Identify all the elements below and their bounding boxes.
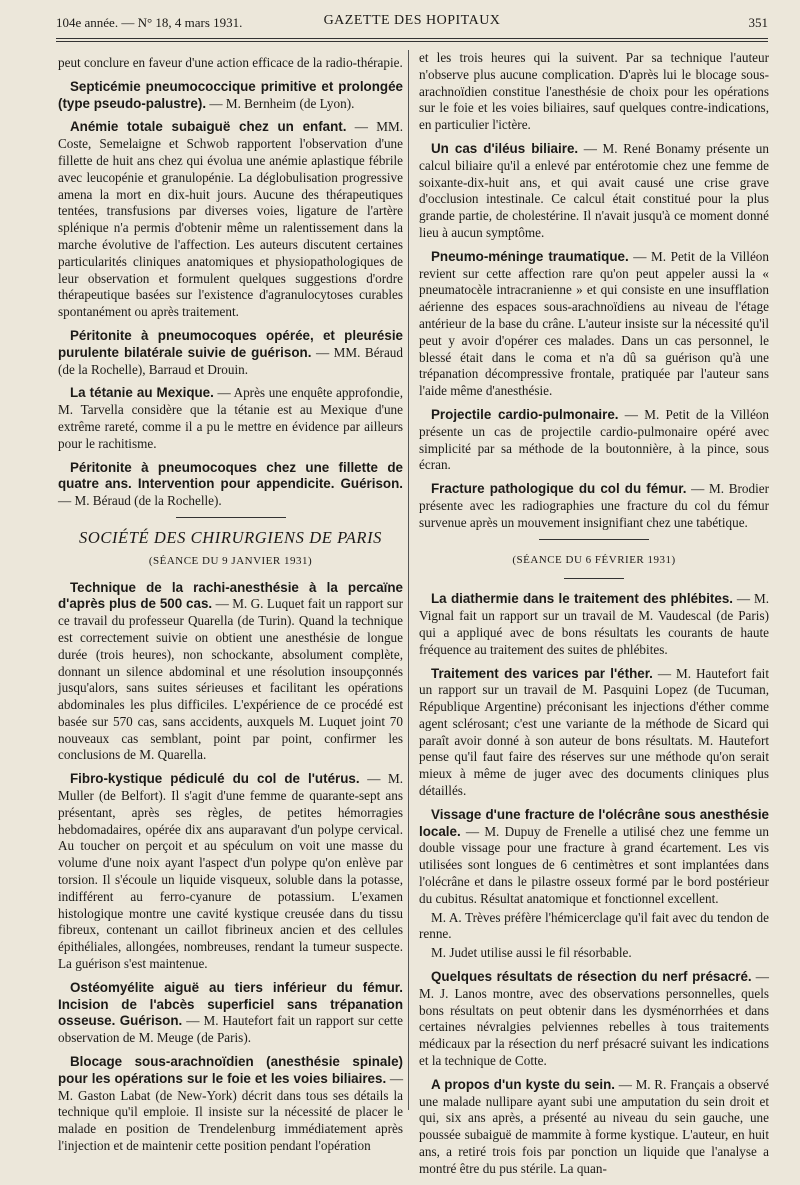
article-title: Péritonite à pneumocoques opérée, et pleurésie purulente bilatérale suivie de guérison. xyxy=(58,327,403,360)
article xyxy=(419,807,769,908)
article-title: Un cas d'iléus biliaire. xyxy=(431,140,579,156)
article-title: Anémie totale subaiguë chez un enfant. xyxy=(70,119,347,135)
session-date: (SÉANCE DU 6 FÉVRIER 1931) xyxy=(512,553,676,566)
page-number: 351 xyxy=(748,15,768,30)
section-title: SOCIÉTÉ DES CHIRURGIENS DE PARIS xyxy=(78,527,383,547)
article xyxy=(419,141,769,242)
article xyxy=(419,407,769,474)
article-title: Fracture pathologique du col du fémur. xyxy=(431,481,687,497)
article-body: — Après une enquête approfondie, M. Tarvella considère que la tétanie est au Mexique d'une extrême rareté, comme il a pu le mettre en évidence par ailleurs pour le rachitisme. xyxy=(58,385,403,451)
article-body: — M. René Bonamy présente un calcul biliaire qu'il a enlevé par entérotomie chez une femme de soixante-dix-huit ans, et qui avait causé une crise grave d'occlusion intestinale. Ce calcul était constitué pour la plus grande partie, de cholestérine. Il n'avait jusqu'à ce moment donné lieu à aucun symptôme. xyxy=(419,140,769,240)
article xyxy=(58,580,403,765)
article-body: — M. Béraud (de la Rochelle). xyxy=(58,493,222,509)
article-title: Ostéomyélite aiguë au tiers inférieur du fémur. Incision de l'abcès superficiel sans trépanation osseuse. Guérison. xyxy=(58,979,403,1029)
article xyxy=(58,385,403,452)
separator-rule-short xyxy=(564,578,624,579)
article-title: Péritonite à pneumocoques chez une fillette de quatre ans. Intervention pour appendicite. Guérison. xyxy=(58,459,403,492)
article xyxy=(58,460,403,510)
article-body: — M. Gaston Labat (de New-York) décrit dans tous ses détails la technique qu'il emploie. Il insiste sur la nécessité de placer le malade en position de Trendelenburg immédiatement après l'injection et de maintenir cette position pendant l'opération xyxy=(58,1070,404,1154)
article-body: — M. Bernheim (de Lyon). xyxy=(206,95,355,111)
article xyxy=(419,481,769,531)
article-title: Vissage d'une fracture de l'olécrâne sous anesthésie locale. xyxy=(419,806,769,839)
article-body: — M. Dupuy de Frenelle a utilisé chez une femme un double vissage pour une fracture à grand écartement. Les vis utilisées sont longues de 6 centimètres et sont implantées dans l'olécrâne et dans le pilastre osseux formé par le bord postérieur du cubitus. Résultat anatomique et fonctionnel excellent. xyxy=(419,823,769,906)
article-body: — M. Muller (de Belfort). Il s'agit d'une femme de quarante-sept ans présentant, après ses règles, de petites hémorragies hebdomadaires, opérée dix ans auparavant d'un polype cervical. Au toucher on perçoit et au spéculum on voit une masse du volume d'une noix ayant l'aspect d'un polype qu'on enlève par torsion. Il s'écoule un liquide visqueux, soluble dans la potasse, indifférent au ferro-cyanure de potassium. L'examen histologique montre une cavité kystique creusée dans du tissu fibreux, contenant un caillot fibrineux ancien et des cellules épithéliales, allongées, nombreuses, rendant la tumeur suspecte. La guérison s'est maintenue. xyxy=(58,771,404,972)
article-title: La diathermie dans le traitement des phlébites. xyxy=(431,591,733,607)
article-body: — M. G. Luquet fait un rapport sur ce travail du professeur Quarella (de Turin). Quand la technique est correctement suivie on obtient une anesthésie de longue durée (trois heures), non schockante, absolument complète, donnant un silence abdominal et une résolution insoupçonnés jusqu'alors, sans suites sérieuses et facilitant les opérations abdominales les plus difficiles. L'expérience de ce procédé est basée sur 570 cas, sans accidents, auxquels M. Luquet joint 70 nouveaux cas semblant, point par point, confirmer les conclusions de M. Quarella. xyxy=(58,596,403,763)
article xyxy=(58,79,403,113)
article-body: — M. Hautefort fait un rapport sur un travail de M. Pasquini Lopez (de Tucuman, République Argentine) préconisant les injections d'éther comme agent sclérosant; c'est une variante de la méthode de Sicard qui paraît avoir donné à son auteur de bons résultats. M. Hautefort pense qu'il faut faire des réserves sur une méthode qu'on serait mieux à même de juger avec des documents cliniques plus détaillés. xyxy=(419,665,769,799)
article xyxy=(58,771,403,973)
article-title: Fibro-kystique pédiculé du col de l'utérus. xyxy=(70,771,360,787)
article-title: Traitement des varices par l'éther. xyxy=(431,665,653,681)
article-title: Technique de la rachi-anesthésie à la percaïne d'après plus de 500 cas. xyxy=(58,579,403,612)
separator-rule xyxy=(176,517,286,518)
column-divider xyxy=(408,50,409,1110)
article-title: La tétanie au Mexique. xyxy=(70,385,214,401)
article-body: — M. Petit de la Villéon revient sur cette affection rare qu'on peut appeler aussi la « pneumatocèle intracranienne » et qui consiste en une insufflation aérienne des espaces sous-arachnoïdiens au niveau de l'étage antérieur de la base du crâne. L'auteur insiste sur la nécessité qu'il peut y avoir d'opérer ces malades. Dans un cas personnel, le blessé était dans le coma et n'a dû sa guérison qu'à une trépanation décompressive frontale, pratiquée par l'auteur sans l'aide même d'anesthésie. xyxy=(419,248,769,399)
article-body: — MM. Béraud (de la Rochelle), Barraud et Drouin. xyxy=(58,344,403,377)
article-body: — M. Hautefort fait un rapport sur cette observation de M. Meuge (de Paris). xyxy=(58,1013,403,1046)
header-rule-double xyxy=(56,41,768,42)
right-column xyxy=(419,50,769,1185)
session-date: (SÉANCE DU 9 JANVIER 1931) xyxy=(148,554,313,567)
article-title: Blocage sous-arachnoïdien (anesthésie spinale) pour les opérations sur le foie et les voies biliaires. xyxy=(58,1054,403,1086)
article xyxy=(58,119,403,321)
article-title: A propos d'un kyste du sein. xyxy=(431,1076,615,1092)
article-title: Septicémie pneumococcique primitive et prolongée (type pseudo-palustre). xyxy=(58,78,403,111)
article-body: — MM. Coste, Semelaigne et Schwob rapportent l'observation d'une fillette de huit ans chez qui évolua une anémie aplastique fébrile avec leucopénie et granulopénie. La déglobulisation progressive amena la mort en dix-huit jours. Aucune des thérapeutiques tentées, transfusions par diverses voies, ligature de l'artère splénique n'a permis d'obtenir même un ralentissement dans la marche évolutive de l'affection. Les auteurs discutent certaines particularités cliniques anatomiques et physiopathologiques de leur observation et formulent quelques suggestions d'ordre thérapeutique basées sur l'existence d'agranulocytoses curables spontanément ou après traitement. xyxy=(58,119,403,320)
article-title: Projectile cardio-pulmonaire. xyxy=(431,406,619,422)
article xyxy=(419,1077,769,1178)
separator-rule xyxy=(539,539,649,540)
article-body: — M. Brodier présente avec les radiographies une fracture du col du fémur survenue après un mouvement insignifiant chez une tabétique. xyxy=(419,481,769,530)
journal-title: GAZETTE DES HOPITAUX xyxy=(323,13,501,28)
article xyxy=(419,591,769,658)
intro-text: peut conclure en faveur d'une action efficace de la radio-thérapie. xyxy=(58,55,403,70)
left-column xyxy=(58,55,403,1162)
article-body: — M. Vignal fait un rapport sur un travail de M. Vaudescal (de Paris) qui a appliqué avec de bons résultats les courants de haute fréquence au traitement des suites de phlébites. xyxy=(419,591,769,657)
comment: M. A. Trèves préfère l'hémicerclage qu'il fait avec du tendon de renne. xyxy=(419,909,769,942)
comment: M. Judet utilise aussi le fil résorbable. xyxy=(431,945,632,961)
article-title: Pneumo-méninge traumatique. xyxy=(431,248,629,264)
article-title: Quelques résultats de résection du nerf présacré. xyxy=(431,969,752,985)
article-body: — M. R. Français a observé une malade nullipare ayant subi une amputation du sein droit et qui, six ans après, a présenté au niveau du sein gauche, une poussée subaiguë de mammite à forme kystique. L'auteur, en huit ans, a retiré trois fois par ponction un liquide que l'analyse a montré être du pus stérile. La quan- xyxy=(419,1076,770,1176)
article xyxy=(58,328,403,378)
article xyxy=(58,1054,403,1155)
page-header xyxy=(56,12,768,34)
article xyxy=(419,666,769,800)
article-body: — M. Petit de la Villéon présente un cas de projectile cardio-pulmonaire opéré avec simplicité par sa méthode de la boutonnière, à la pince, sous écran. xyxy=(419,406,769,473)
article xyxy=(419,249,769,400)
issue-line: 104e année. — N° 18, 4 mars 1931. xyxy=(56,15,243,30)
article xyxy=(419,969,769,1070)
article xyxy=(58,980,403,1047)
article-body: — M. J. Lanos montre, avec des observations personnelles, quels bons résultats on peut obtenir dans les dysménorrhées et dans certaines névralgies pelviennes rebelles à tous traitements médicaux par la résection du nerf présacré suivant les indications et la technique de Cotte. xyxy=(419,969,769,1069)
continued-text: et les trois heures qui la suivent. Par sa technique l'auteur n'observe plus aucune complication. D'après lui le blocage sous-arachnoïdien constitue l'anesthésie de choix pour les opérations sur le foie et les voies biliaires, sauf quelques contre-indications, en particulier l'ictère. xyxy=(419,50,769,133)
header-rule xyxy=(56,38,768,39)
